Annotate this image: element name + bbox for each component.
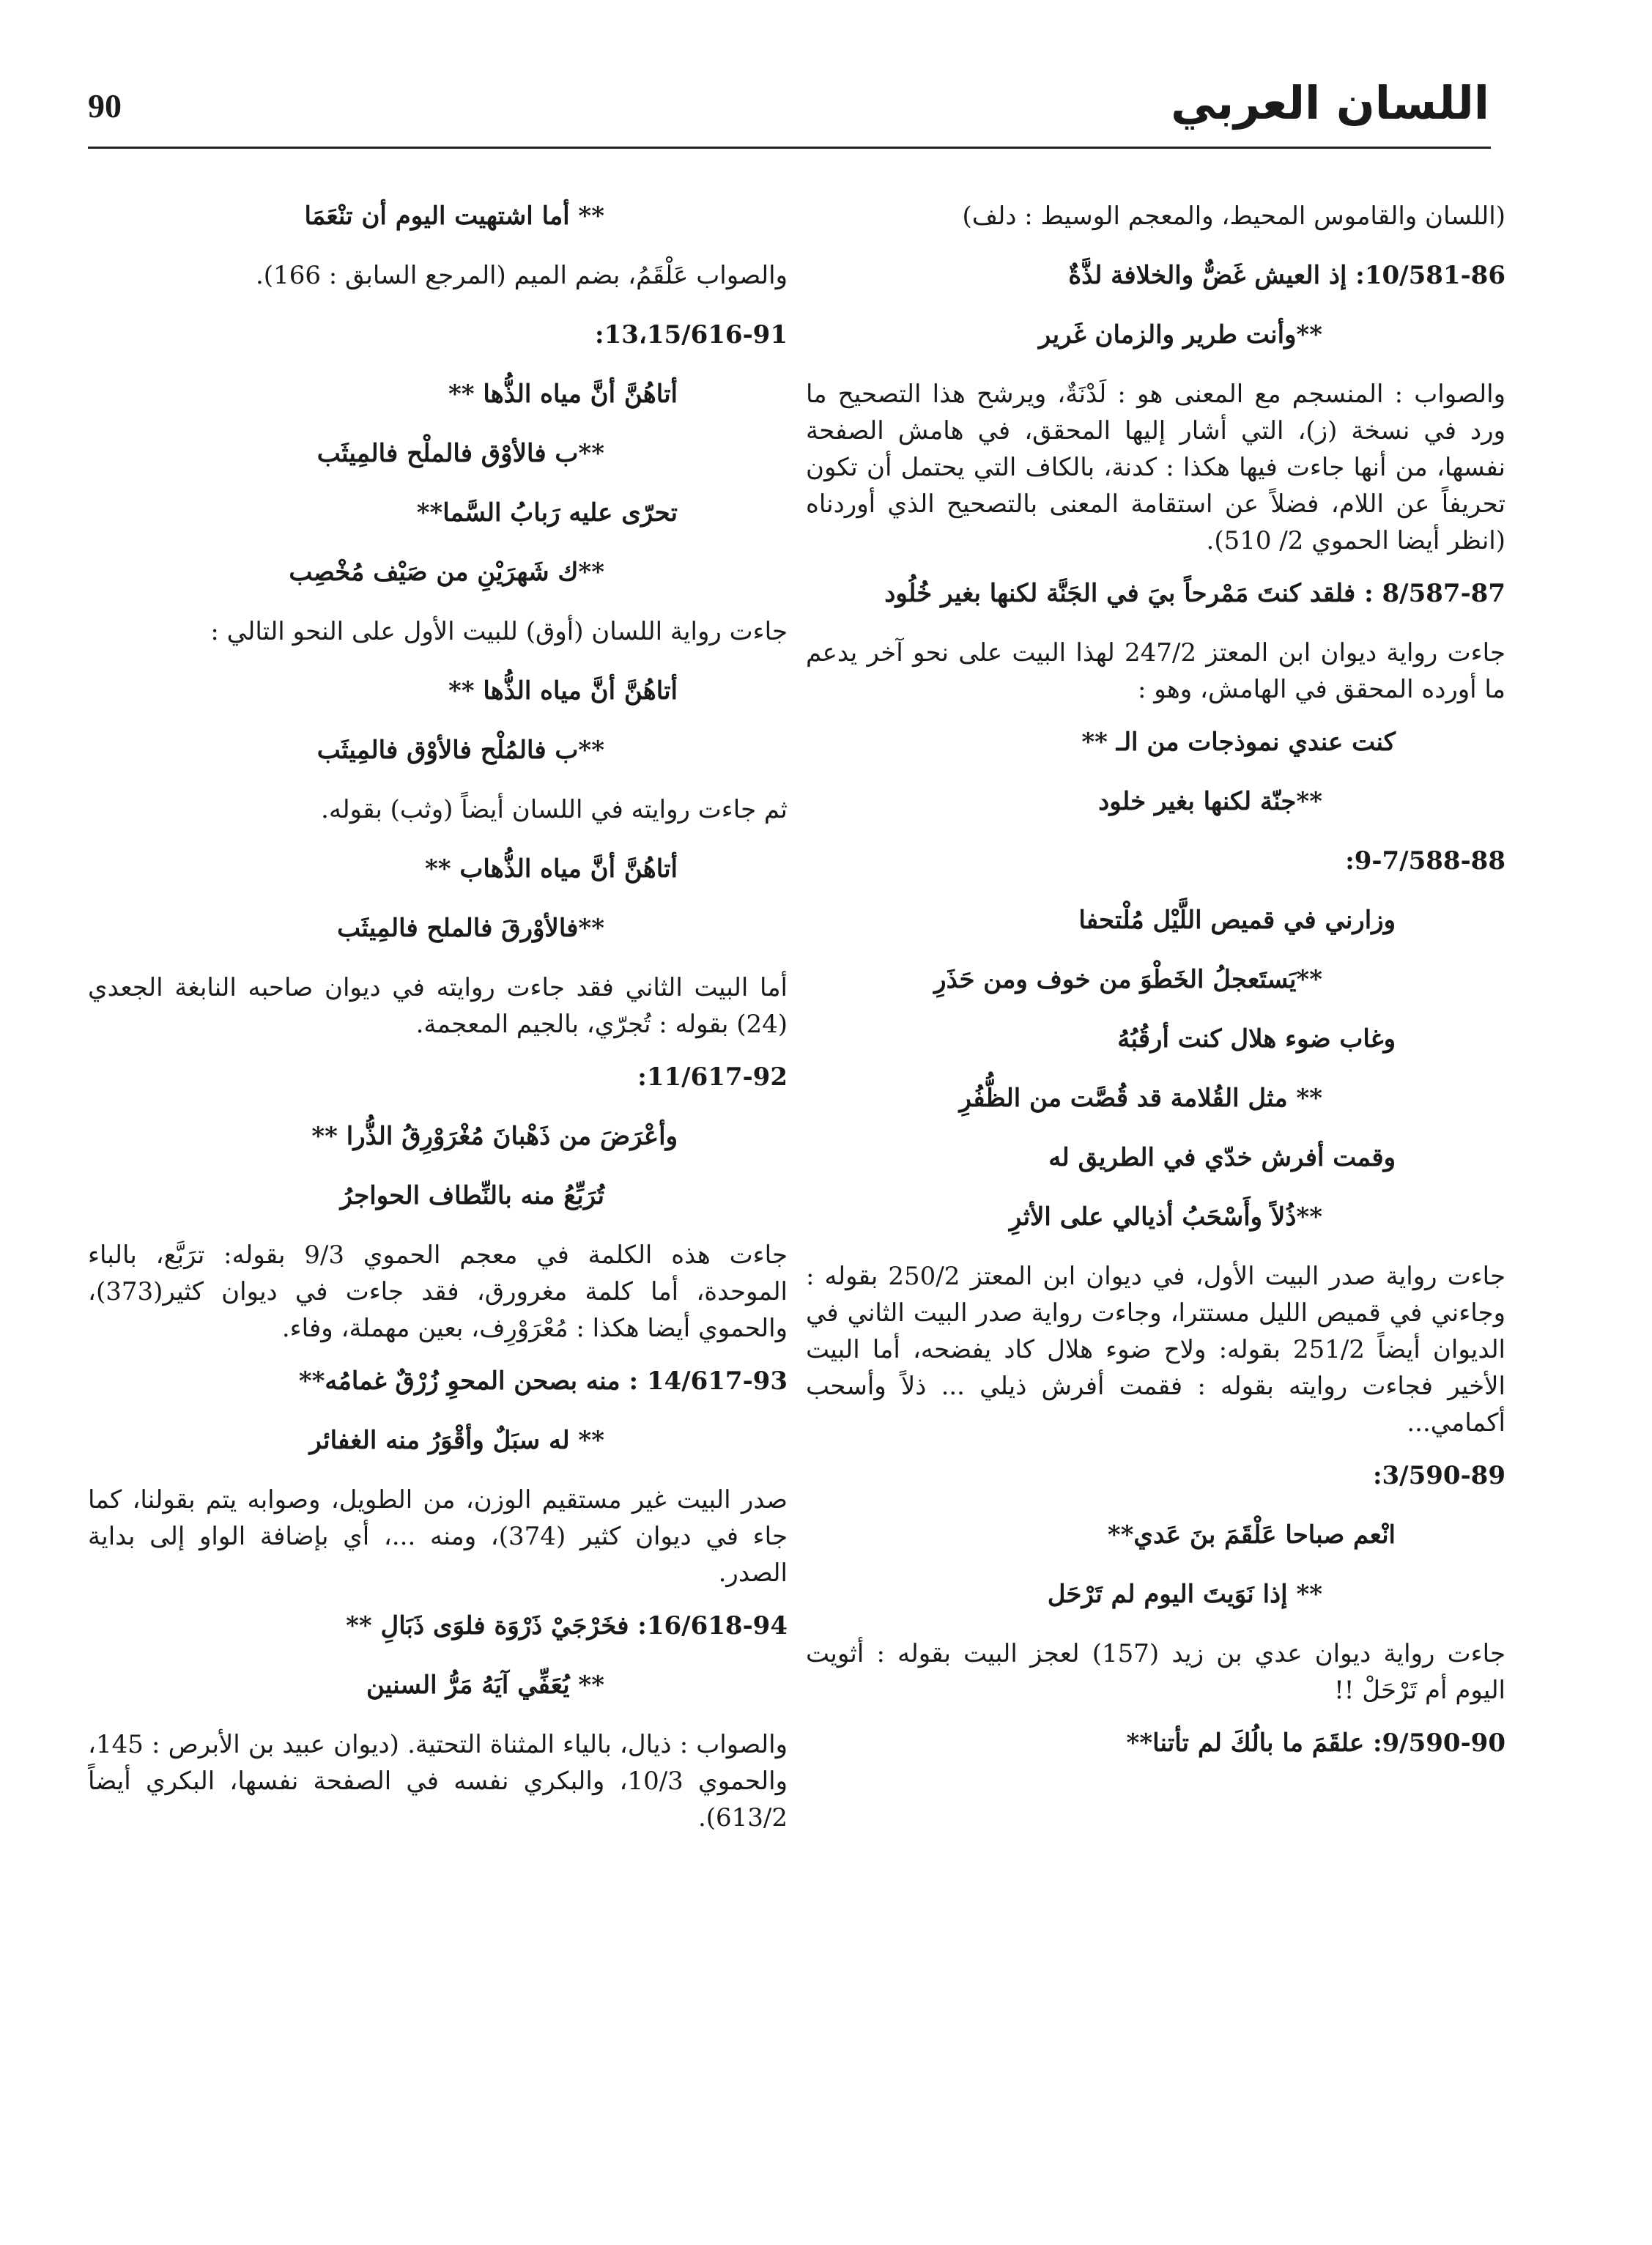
page-number: 90 xyxy=(88,87,122,125)
prose-paragraph: جاءت رواية صدر البيت الأول، في ديوان ابن المعتز 250/2 بقوله : وجاءني في قميص الليل مستترا، وجاءت رواية صدر البيت الثاني في الديوان أيضاً 251/2 بقوله: ولاح ضوء هلال كاد يفضحه، أما البيت الأخير فجاءت روايته بقوله : فقمت أفرش ذيلي ... ذلاً وأسحب أكمامي... xyxy=(806,1262,1506,1438)
verse-hemistich-second: **ب فالأوْق فالملْح فالمِيثَب xyxy=(316,439,604,468)
verse-hemistich-first: وأعْرَضَ من ذَهْبانَ مُغْرَوْرِقُ الذُّرا ** xyxy=(311,1122,678,1151)
header-rule xyxy=(88,147,1491,149)
text-line: والصواب عَلْقَمُ، بضم الميم (المرجع السابق : 166). xyxy=(255,261,788,290)
reference-line: 16/618-94: فخَرْجَيْ ذَرْوَة فلوَى ذَبَالِ ** xyxy=(346,1611,788,1641)
verse-hemistich-second: **يَستَعجلُ الخَطْوَ من خوف ومن حَذَرِ xyxy=(934,965,1322,994)
verse-hemistich-second: **ذُلاً وأَسْحَبُ أذيالي على الأثرِ xyxy=(1009,1202,1322,1232)
verse-hemistich-first: أتاهُنَّ أنَّ مياه الذُّهاب ** xyxy=(425,854,678,884)
reference-line: 10/581-86: إذ العيش غَضٌّ والخلافة لذَّةٌ xyxy=(1068,261,1505,290)
verse-hemistich-second: ** مثل القُلامة قد قُصَّت من الظُّفُرِ xyxy=(959,1084,1322,1113)
prose-paragraph: جاءت رواية ديوان عدي بن زيد (157) لعجز البيت بقوله : أثويت اليوم أم تَرْحَلْ !! xyxy=(806,1639,1505,1705)
verse-hemistich-second: **فالأوْرقَ فالملح فالمِيثَب xyxy=(337,914,604,943)
left-column xyxy=(88,198,788,1852)
verse-hemistich-first: وقمت أفرش خدّي في الطريق له xyxy=(1048,1143,1396,1172)
prose-paragraph: جاءت رواية ديوان ابن المعتز 247/2 لهذا البيت على نحو آخر يدعم ما أورده المحقق في الهامش، وهو : xyxy=(806,638,1505,704)
reference-line: 9-7/588-88: xyxy=(1345,846,1505,876)
verse-hemistich-first: أتاهُنَّ أنَّ مياه الذُّها ** xyxy=(448,676,678,706)
reference-line: 8/587-87 : فلقد كنتَ مَمْرحاً بيَ في الجَنَّة لكنها بغير خُلُود xyxy=(884,579,1505,608)
verse-hemistich-second: ** إذا نَوَيتَ اليوم لم تَرْحَل xyxy=(1047,1580,1322,1609)
verse-hemistich-second: ** أما اشتهيت اليوم أن تنْعَمَا xyxy=(304,201,604,231)
verse-hemistich-second: ** له سبَلٌ وأقْوَرُ منه الغفائر xyxy=(309,1426,604,1455)
prose-paragraph: والصواب : ذيال، بالياء المثناة التحتية. (ديوان عبيد بن الأبرص : 145، والحموي 10/3، والبكري نفسه في الصفحة نفسها، البكري أيضاً 613/2). xyxy=(88,1730,788,1832)
verse-hemistich-second: **جنّة لكنها بغير خلود xyxy=(1098,787,1322,816)
verse-hemistich-first: انْعم صباحا عَلْقَمَ بنَ عَدي** xyxy=(1107,1520,1396,1550)
verse-hemistich-second: **وأنت طرير والزمان غَرير xyxy=(1038,320,1322,349)
verse-hemistich-second: تُرَبِّعُ منه بالنِّطاف الحواجرُ xyxy=(340,1181,604,1210)
reference-line: 13،15/616-91: xyxy=(595,320,788,349)
reference-line: 11/617-92: xyxy=(637,1062,788,1092)
prose-paragraph: جاءت هذه الكلمة في معجم الحموي 9/3 بقوله: ترَبَّع، بالباء الموحدة، أما كلمة مغرورق، فقد جاءت في ديوان كثير(373)، والحموي أيضا هكذا : مُعْرَوْرِف، بعين مهملة، وفاء. xyxy=(88,1240,788,1343)
verse-hemistich-first: وغاب ضوء هلال كنت أرقُبُهُ xyxy=(1117,1024,1396,1054)
verse-hemistich-first: تحرّى عليه رَبابُ السَّما** xyxy=(416,498,678,528)
reference-line: 9/590-90: علقَمَ ما بالُكَ لم تأتنا** xyxy=(1126,1728,1505,1758)
verse-hemistich-second: **ب فالمُلْح فالأوْق فالمِيثَب xyxy=(316,736,604,765)
reference-line: 3/590-89: xyxy=(1372,1461,1505,1490)
text-line: ثم جاءت روايته في اللسان أيضاً (وثب) بقوله. xyxy=(321,795,788,824)
text-line: جاءت رواية اللسان (أوق) للبيت الأول على النحو التالي : xyxy=(210,617,788,646)
text-line: (اللسان والقاموس المحيط، والمعجم الوسيط : دلف) xyxy=(962,201,1505,231)
verse-hemistich-first: كنت عندي نموذجات من الـ ** xyxy=(1081,728,1396,757)
prose-paragraph: والصواب : المنسجم مع المعنى هو : لَدْنَةٌ، ويرشح هذا التصحيح ما ورد في نسخة (ز)، التي أشار إليها المحقق، في هامش الصفحة نفسها، من أنها جاءت فيها هكذا : كدنة، بالكاف التي يحتمل أن تكون تحريفاً عن اللام، فضلاً عن استقامة المعنى بالتصحيح الذي أوردناه (انظر أيضا الحموي 2/ 510). xyxy=(806,380,1505,555)
journal-title: اللسان العربي xyxy=(1171,76,1489,130)
reference-line: 14/617-93 : منه بصحن المحوِ زُرْقٌ غمامُه** xyxy=(298,1366,788,1396)
right-column xyxy=(806,198,1505,1784)
verse-hemistich-second: ** يُعَفِّي آيَهُ مَرُّ السنين xyxy=(366,1671,604,1700)
verse-hemistich-first: أتاهُنَّ أنَّ مياه الذُّها ** xyxy=(448,380,678,409)
prose-paragraph: صدر البيت غير مستقيم الوزن، من الطويل، وصوابه يتم بقولنا، كما جاء في ديوان كثير (374)، ومنه ...، أي بإضافة الواو إلى بداية الصدر. xyxy=(88,1485,788,1588)
prose-paragraph: أما البيت الثاني فقد جاءت روايته في ديوان صاحبه النابغة الجعدي (24) بقوله : تُجرّي، بالجيم المعجمة. xyxy=(88,973,788,1039)
verse-hemistich-first: وزارني في قميص اللَّيْل مُلْتحفا xyxy=(1078,906,1396,935)
verse-hemistich-second: **ك شَهرَيْنِ من صَيْف مُخْصِب xyxy=(289,558,604,587)
